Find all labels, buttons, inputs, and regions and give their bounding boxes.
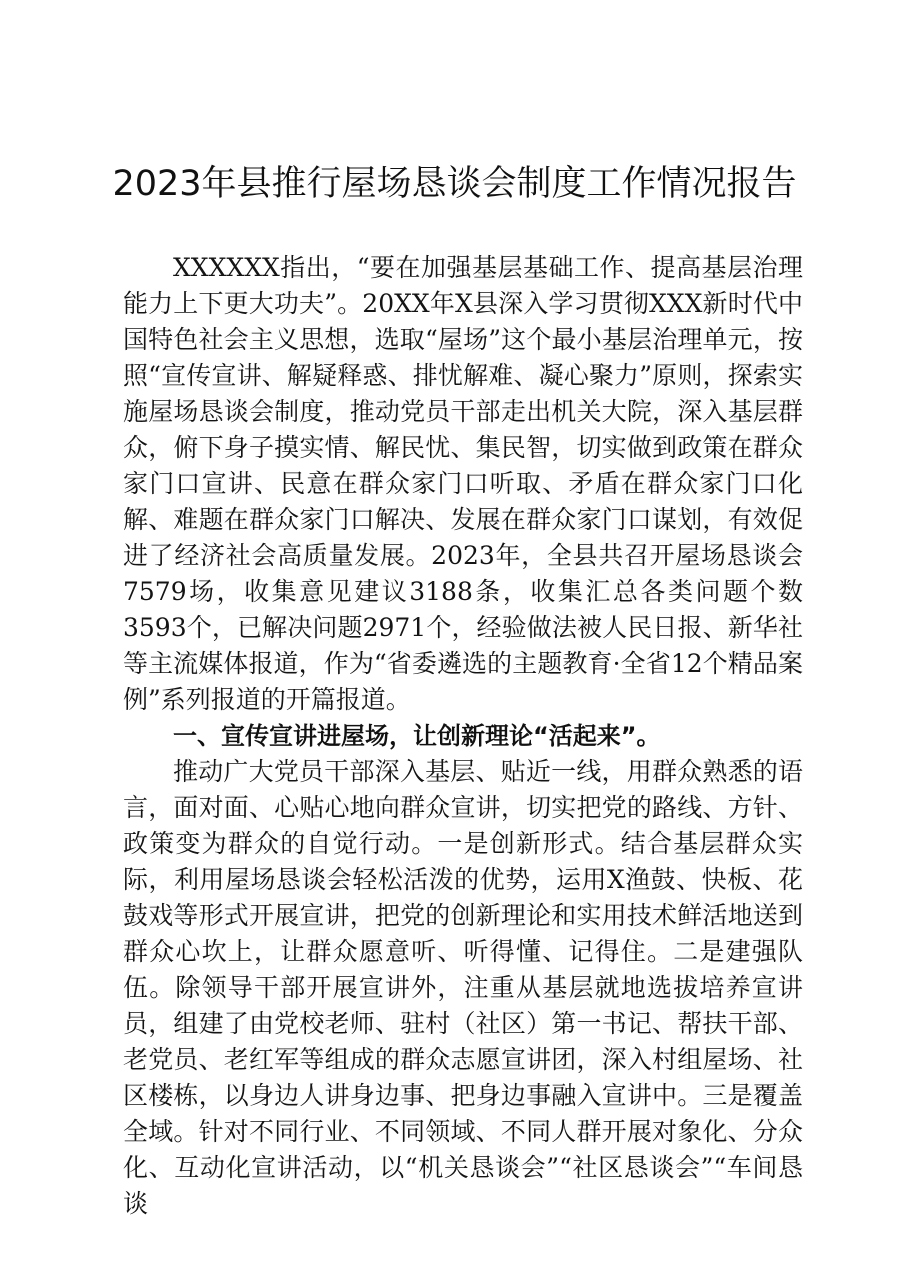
section-paragraph: 推动广大党员干部深入基层、贴近一线，用群众熟悉的语言，面对面、心贴心地向群众宣讲，切实把党的路线、方针、政策变为群众的自觉行动。一是创新形式。结合基层群众实际，利用屋场恳谈会轻松活泼的优势，运用X渔鼓、快板、花鼓戏等形式开展宣讲，把党的创新理论和实用技术鲜活地送到群众心坎上，让群众愿意听、听得懂、记得住。二是建强队伍。除领导干部开展宣讲外，注重从基层就地选拔培养宣讲员，组建了由党校老师、驻村（社区）第一书记、帮扶干部、老党员、老红军等组成的群众志愿宣讲团，深入村组屋场、社区楼栋，以身边人讲身边事、把身边事融入宣讲中。三是覆盖全域。针对不同行业、不同领域、不同人群开展对象化、分众化、互动化宣讲活动，以“机关恳谈会”“社区恳谈会”“车间恳谈: [123, 757, 803, 1218]
document-body: [123, 250, 803, 1222]
intro-paragraph: XXXXXX指出，“要在加强基层基础工作、提高基层治理能力上下更大功夫”。20XX年X县深入学习贯彻XXX新时代中国特色社会主义思想，选取“屋场”这个最小基层治理单元，按照“宣传宣讲、解疑释惑、排忧解难、凝心聚力”原则，探索实施屋场恳谈会制度，推动党员干部走出机关大院，深入基层群众，俯下身子摸实情、解民忧、集民智，切实做到政策在群众家门口宣讲、民意在群众家门口听取、矛盾在群众家门口化解、难题在群众家门口解决、发展在群众家门口谋划，有效促进了经济社会高质量发展。2023年，全县共召开屋场恳谈会7579场，收集意见建议3188条，收集汇总各类问题个数3593个，已解决问题2971个，经验做法被人民日报、新华社等主流媒体报道，作为“省委遴选的主题教育·全省12个精品案例”系列报道的开篇报道。: [123, 253, 803, 714]
section-heading: 一、宣传宣讲进屋场，让创新理论“活起来”。: [173, 722, 661, 750]
document-title: 2023年县推行屋场恳谈会制度工作情况报告: [112, 164, 797, 204]
